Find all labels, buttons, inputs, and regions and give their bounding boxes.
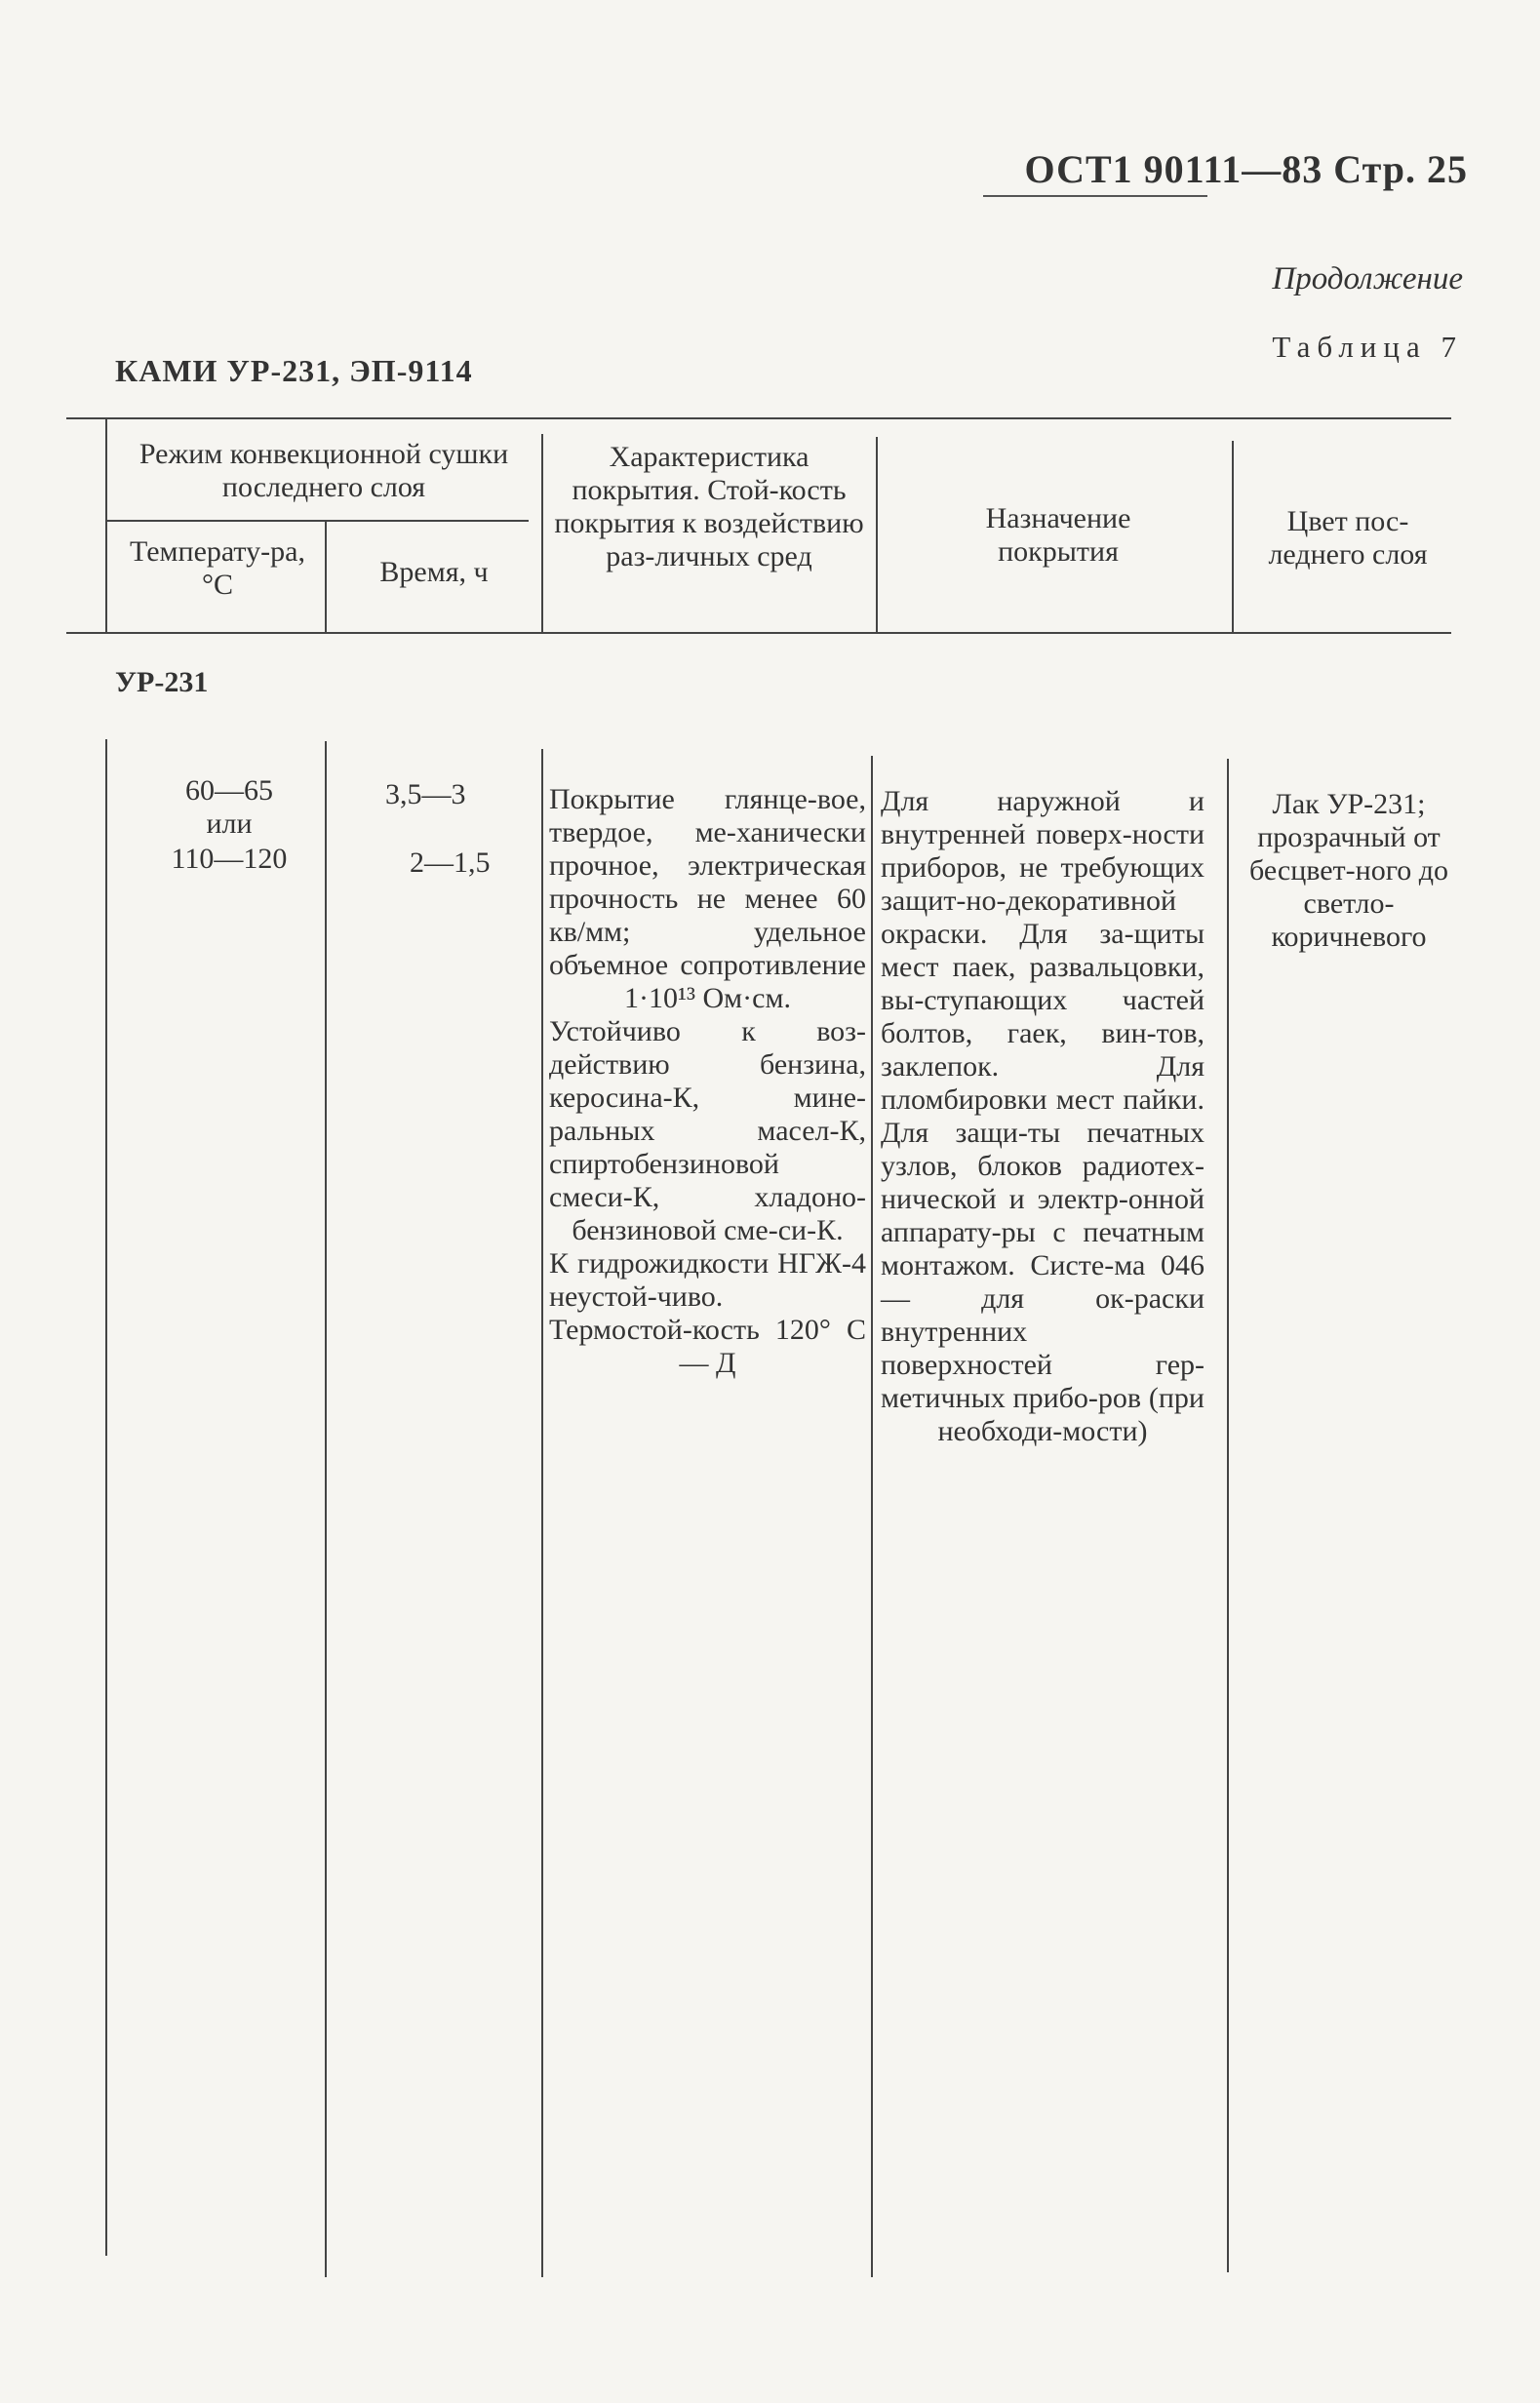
color-text: Лак УР-231; прозрачный от бесцвет-ного до светло-коричневого (1248, 788, 1449, 953)
temperature-or: или (206, 808, 253, 840)
header-temperature: Температу-ра, °С (130, 535, 305, 601)
material-title: КАМИ УР-231, ЭП-9114 (115, 353, 473, 388)
header-vline-4 (876, 437, 878, 634)
header-vline-2 (325, 520, 327, 634)
table-top-rule (66, 417, 1451, 419)
header-vline-3 (541, 434, 543, 634)
header-color: Цвет пос-леднего слоя (1268, 505, 1428, 571)
header-vline-1 (105, 417, 107, 634)
header-purpose: Назначение покрытия (985, 502, 1131, 568)
time-value-1: 3,5—3 (385, 778, 466, 810)
body-vline-2 (325, 741, 327, 2277)
body-vline-3 (541, 749, 543, 2277)
body-vline-4 (871, 756, 873, 2277)
header-bottom-rule (66, 632, 1451, 634)
header-sub-rule (107, 520, 529, 522)
header-vline-5 (1232, 441, 1234, 634)
characteristic-paragraph-3: К гидрожидкости НГЖ-4 неустой-чиво. Термостой-кость 120° С — Д (549, 1247, 866, 1379)
header-time: Время, ч (379, 556, 489, 588)
temperature-value-1: 60—65 (185, 774, 273, 807)
header-characteristic: Характеристика покрытия. Стой-кость покрытия к воздействию раз-личных сред (554, 441, 864, 572)
continuation-label: Продолжение (1272, 261, 1463, 296)
document-header: ОСТ1 90111—83 Стр. 25 (1024, 147, 1468, 191)
section-label: УР-231 (115, 666, 209, 698)
purpose-text: Для наружной и внутренней поверх-ности приборов, не требующих защит-но-декоративной окраски. Для за-щиты мест паек, развальцовки, вы-ступающих частей болтов, гаек, вин-тов, заклепок. Для пломбировки мест пайки. Для защи-ты печатных узлов, блоков радиотех-нической и электр-онной аппарату-ры с печатным монтажом. Систе-ма 046 — для ок-раски внутренних поверхностей гер-метичных прибо-ров (при необходи-мости) (881, 785, 1204, 1447)
temperature-value-2: 110—120 (171, 843, 288, 875)
body-vline-1 (105, 739, 107, 2256)
header-underline (983, 195, 1207, 197)
characteristic-text (549, 783, 866, 1380)
characteristic-paragraph-2: Устойчиво к воз-действию бензина, керосина-К, мине-ральных масел-К, спиртобензиновой смеси-К, хладоно-бензиновой сме-си-К. (549, 1015, 866, 1246)
characteristic-paragraph-1: Покрытие глянце-вое, твердое, ме-ханически прочное, электрическая прочность не менее 60 кв/мм; удельное объемное сопротивление 1·10¹³ Ом·см. (549, 783, 866, 1014)
time-value-2: 2—1,5 (410, 847, 491, 879)
table-label: Таблица 7 (1272, 330, 1463, 364)
header-drying-mode: Режим конвекционной сушки последнего слоя (138, 438, 509, 503)
body-vline-5 (1227, 759, 1229, 2272)
